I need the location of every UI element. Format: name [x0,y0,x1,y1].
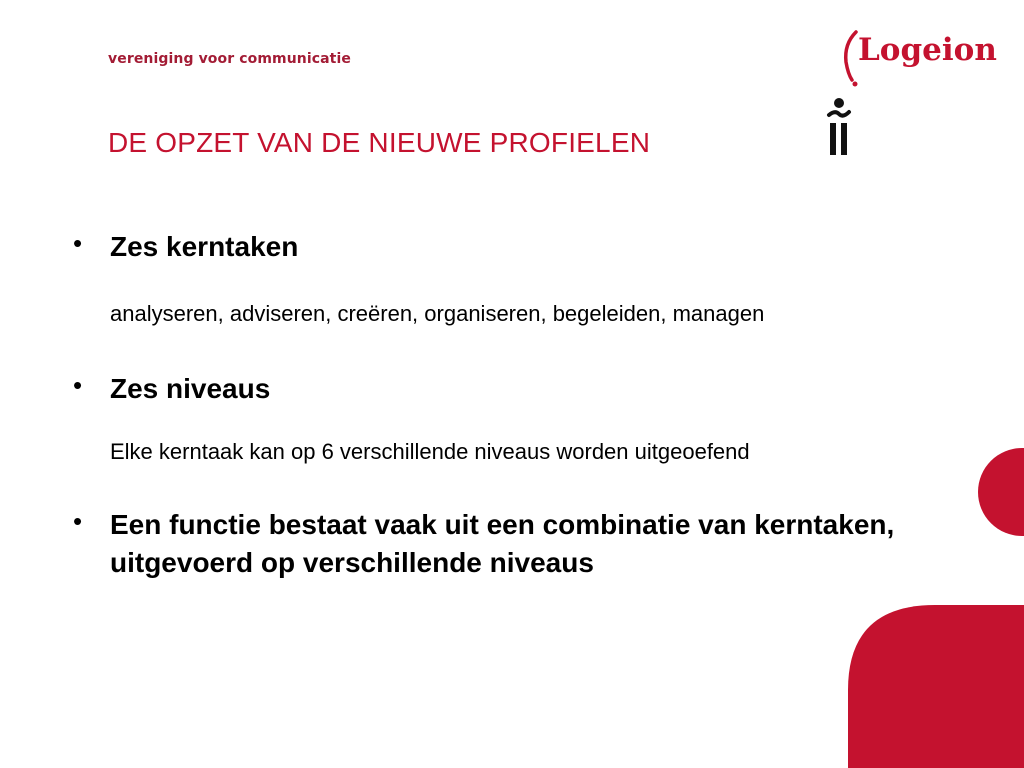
bullet-item [73,370,953,408]
brand-arch-shape [848,605,1024,768]
bullet-item [73,228,953,266]
logo-text: Logeion [858,32,997,68]
brand-dot-shape [978,448,1024,536]
person-figure-icon [826,97,852,159]
logeion-logo [840,28,1000,88]
bullet-dot-icon: • [73,506,83,536]
bullet-heading: Zes niveaus [110,373,271,404]
bullet-detail: analyseren, adviseren, creëren, organiseren, begeleiden, managen [110,301,765,326]
bullet-heading: Zes kerntaken [110,231,299,262]
bullet-item [73,506,930,582]
bullet-dot-icon: • [73,228,83,258]
tagline: vereniging voor communicatie [108,51,351,67]
bullet-list [73,228,953,582]
bullet-heading: Een functie bestaat vaak uit een combinatie van kerntaken, uitgevoerd op verschillende niveaus [110,509,895,578]
bullet-detail: Elke kerntaak kan op 6 verschillende niveaus worden uitgeoefend [110,439,750,464]
bullet-dot-icon: • [73,370,83,400]
slide-title: DE OPZET VAN DE NIEUWE PROFIELEN [108,127,651,158]
